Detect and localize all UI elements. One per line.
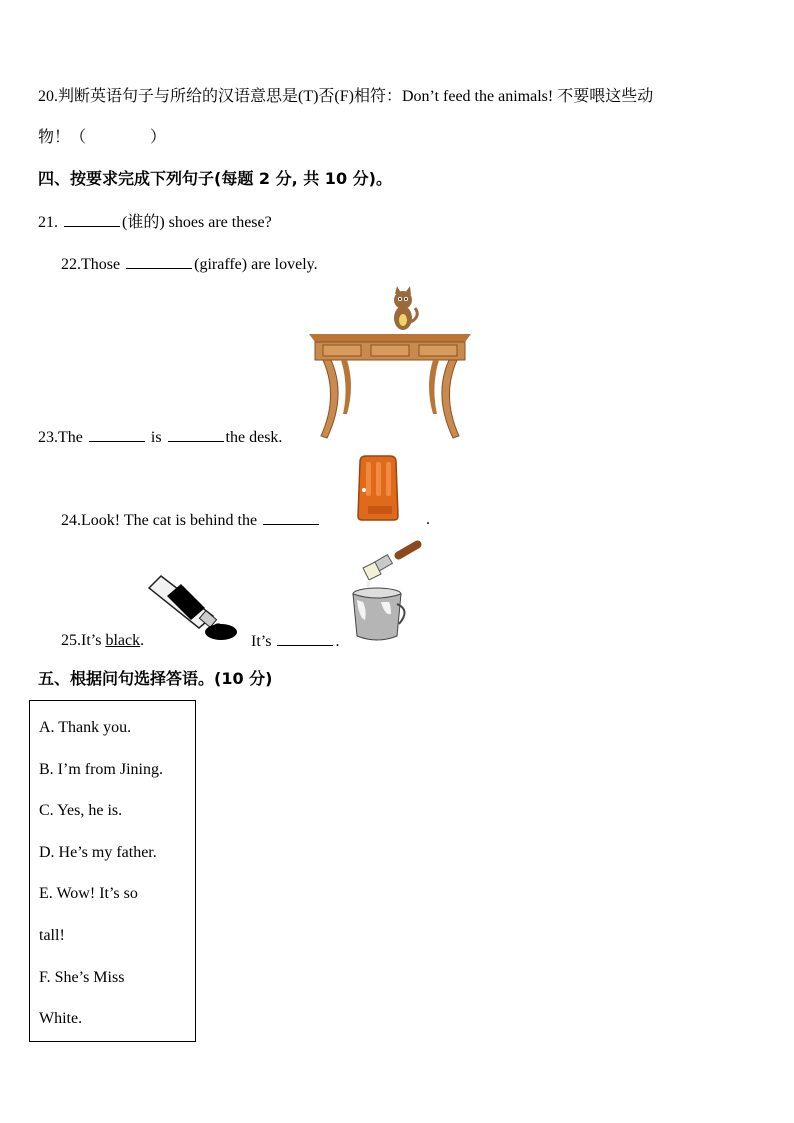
question-20-line2 [38, 128, 166, 148]
cat-icon [394, 286, 417, 330]
question-20-text-cont: 物！（ [38, 129, 87, 146]
question-23-suffix: the desk. [225, 429, 283, 446]
answer-blank[interactable] [64, 212, 120, 227]
question-24 [61, 510, 321, 531]
answer-blank[interactable] [89, 427, 145, 442]
answer-blank[interactable] [168, 427, 224, 442]
option-f-cont: White. [39, 1010, 83, 1027]
question-25-underlined-word: black [105, 632, 141, 649]
option-c: C. Yes, he is. [39, 802, 123, 819]
question-22-suffix: (giraffe) are lovely. [194, 256, 318, 273]
question-25-dot: . [140, 632, 145, 649]
option-d: D. He’s my father. [39, 844, 157, 861]
question-25 [61, 631, 144, 651]
question-20-text: 20.判断英语句子与所给的汉语意思是(T)否(F)相符：Don’t feed the animals! 不要喂这些动 [38, 88, 654, 105]
option-b: B. I’m from Jining. [39, 761, 163, 778]
option-a: A. Thank you. [39, 719, 132, 736]
question-23 [38, 427, 282, 448]
question-21 [38, 212, 272, 233]
question-21-text: (谁的) shoes are these? [122, 214, 272, 231]
answer-blank[interactable] [277, 631, 333, 646]
question-21-number: 21. [38, 214, 58, 231]
section-5-heading: 五、根据问句选择答语。(10 分) [38, 669, 273, 688]
desk-icon [305, 286, 475, 444]
question-24-end: . [426, 511, 430, 528]
question-23-prefix: 23.The [38, 429, 83, 446]
question-25-second-prefix: It’s [251, 633, 272, 650]
question-22-prefix: 22.Those [61, 256, 121, 273]
paint-bucket-icon [345, 544, 429, 646]
option-e-cont: tall! [39, 927, 65, 944]
option-e: E. Wow! It’s so [39, 885, 138, 902]
question-23-mid: is [150, 429, 162, 446]
question-25-second [251, 631, 339, 652]
answer-blank[interactable] [263, 510, 319, 525]
question-24-prefix: 24.Look! The cat is behind the [61, 512, 258, 529]
question-25-prefix: 25.It’s [61, 632, 102, 649]
question-20-paren-close: ） [150, 129, 167, 146]
section-4-heading: 四、按要求完成下列句子(每题 2 分, 共 10 分)。 [38, 169, 392, 188]
answer-blank[interactable] [126, 254, 192, 269]
wardrobe-icon [356, 456, 400, 522]
question-20-line1 [38, 87, 653, 107]
option-f: F. She’s Miss [39, 969, 125, 986]
question-22 [61, 254, 318, 275]
question-25-end: . [335, 633, 340, 650]
answer-options-box [29, 700, 196, 1042]
paint-tube-icon [143, 574, 241, 644]
